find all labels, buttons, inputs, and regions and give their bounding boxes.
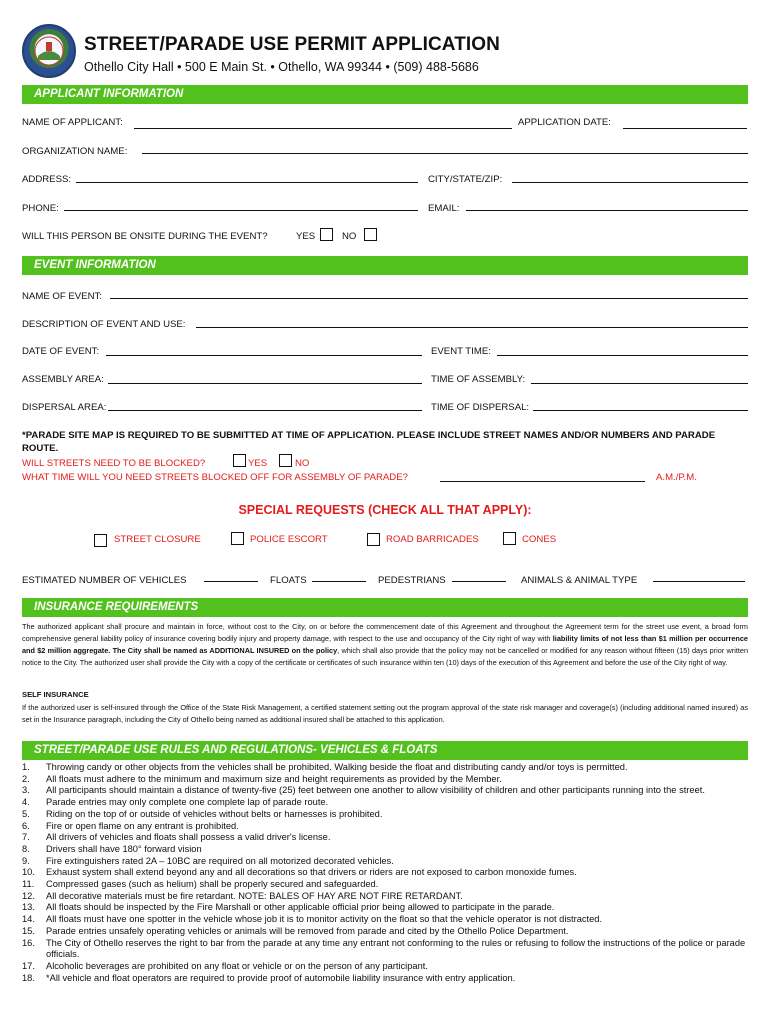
rule-number: 10. — [22, 867, 35, 878]
address-field[interactable] — [76, 182, 418, 183]
city-state-zip-field[interactable] — [512, 182, 748, 183]
onsite-yes-checkbox[interactable] — [320, 228, 333, 241]
event-time-field[interactable] — [497, 355, 748, 356]
rule-item — [22, 762, 752, 774]
rule-number: 9. — [22, 855, 30, 866]
onsite-question: WILL THIS PERSON BE ONSITE DURING THE EVENT? — [22, 231, 268, 242]
rule-item — [22, 844, 752, 856]
special-requests-heading: SPECIAL REQUESTS (CHECK ALL THAT APPLY): — [238, 503, 532, 517]
rule-text: Parade entries may only complete one complete lap of parade route. — [46, 797, 329, 808]
animals-label: ANIMALS & ANIMAL TYPE — [521, 575, 638, 586]
rule-item — [22, 926, 752, 938]
self-insurance-heading: SELF INSURANCE — [22, 690, 89, 699]
rule-text: Parade entries unsafely operating vehicles or animals will be removed from parade and cited by the Othello Police Department. — [46, 925, 569, 936]
rule-item — [22, 867, 752, 879]
insurance-paragraph — [22, 621, 748, 669]
rule-text: Drivers shall have 180° forward vision — [46, 843, 202, 854]
phone-label: PHONE: — [22, 203, 59, 214]
insurance-heading: INSURANCE REQUIREMENTS — [22, 598, 748, 617]
event-time-label: EVENT TIME: — [431, 346, 491, 357]
assembly-area-label: ASSEMBLY AREA: — [22, 374, 104, 385]
event-date-field[interactable] — [106, 355, 422, 356]
onsite-yes-label: YES — [296, 231, 316, 242]
insurance-text-part-1: The authorized applicant shall procure and maintain in force, without cost to the City, on or before the commencement date of this Agreement and throughout the Agreement term for the street use event, a broad form comprehensive general liability policy of insurance covering bodily injury and property damage, with respect to the use and occupancy of the City right of way with — [22, 622, 748, 643]
applicant-info-heading: APPLICANT INFORMATION — [22, 85, 748, 104]
am-pm-label: A.M./P.M. — [656, 472, 697, 483]
street-closure-label: STREET CLOSURE — [114, 534, 201, 545]
event-description-field[interactable] — [196, 327, 748, 328]
rules-heading: STREET/PARADE USE RULES AND REGULATIONS- VEHICLES & FLOATS — [22, 741, 748, 760]
insurance-liability-limits: liability limits of not less than $1 million per occurrence and $2 million aggregate. The City shall be named as ADDITIONAL INSURED on the policy — [22, 634, 748, 655]
city-seal — [22, 24, 76, 78]
self-insurance-text: If the authorized user is self-insured through the Office of the State Risk Management, a certified statement setting out the program approval of the state risk manager and coverage(s) (including additional named insured) as set in the Insurance paragraph, including the City of Othello being named as additional insured shall be attached to this application. — [22, 703, 748, 724]
rule-text: All floats must adhere to the minimum and maximum size and height requirements as provided by the Member. — [46, 773, 502, 784]
rule-item — [22, 785, 752, 797]
rule-number: 13. — [22, 902, 35, 913]
email-field[interactable] — [466, 210, 748, 211]
rule-number: 14. — [22, 914, 35, 925]
rule-item — [22, 961, 752, 973]
organization-name-label: ORGANIZATION NAME: — [22, 146, 128, 157]
rule-number: 6. — [22, 820, 30, 831]
rule-item — [22, 797, 752, 809]
streets-blocked-yes-checkbox[interactable] — [233, 454, 246, 467]
site-map-notice: *PARADE SITE MAP IS REQUIRED TO BE SUBMITTED AT TIME OF APPLICATION. PLEASE INCLUDE STREET NAMES AND/OR NUMBERS AND PARADE ROUTE. — [22, 430, 716, 454]
assembly-time-label: TIME OF ASSEMBLY: — [431, 374, 526, 385]
rule-text: Alcoholic beverages are prohibited on any float or vehicle or on the person of any participant. — [46, 960, 428, 971]
rule-number: 1. — [22, 762, 30, 772]
vehicles-count-label: ESTIMATED NUMBER OF VEHICLES — [22, 575, 187, 586]
event-name-field[interactable] — [110, 298, 748, 299]
rule-text: All floats should be inspected by the Fire Marshall or other applicable official prior being allowed to participate in the parade. — [46, 902, 555, 913]
rule-number: 12. — [22, 890, 35, 901]
rule-number: 4. — [22, 797, 30, 808]
applicant-name-label: NAME OF APPLICANT: — [22, 117, 123, 128]
street-closure-checkbox[interactable] — [94, 534, 107, 547]
assembly-time-field[interactable] — [531, 383, 748, 384]
road-barricades-label: ROAD BARRICADES — [386, 534, 479, 545]
rule-text: Throwing candy or other objects from the vehicles shall be prohibited. Walking beside the float and distributing candy and/or toys is permitted. — [46, 762, 628, 772]
animals-field[interactable] — [653, 581, 745, 582]
pedestrians-count-label: PEDESTRIANS — [378, 575, 446, 586]
event-description-label: DESCRIPTION OF EVENT AND USE: — [22, 319, 186, 330]
rule-text: The City of Othello reserves the right to bar from the parade at any time any entrant not conforming to the rules or refusing to follow the instructions of the police or parade officials. — [46, 937, 746, 960]
rule-text: Compressed gases (such as helium) shall be properly secured and safeguarded. — [46, 879, 379, 890]
rule-number: 11. — [22, 879, 35, 890]
road-barricades-checkbox[interactable] — [367, 533, 380, 546]
blocked-time-field[interactable] — [440, 481, 645, 482]
streets-blocked-no-label: NO — [295, 458, 310, 469]
rule-item — [22, 774, 752, 786]
floats-count-label: FLOATS — [270, 575, 307, 586]
assembly-area-field[interactable] — [108, 383, 422, 384]
rule-item — [22, 832, 752, 844]
rule-number: 3. — [22, 785, 30, 796]
rule-text: All drivers of vehicles and floats shall possess a valid driver's license. — [46, 832, 331, 843]
onsite-no-checkbox[interactable] — [364, 228, 377, 241]
application-date-label: APPLICATION DATE: — [518, 117, 611, 128]
streets-blocked-no-checkbox[interactable] — [279, 454, 292, 467]
rule-text: All decorative materials must be fire retardant. NOTE: BALES OF HAY ARE NOT FIRE RETARDANT. — [46, 890, 463, 901]
cones-label: CONES — [522, 534, 557, 545]
rule-text: Riding on the top of or outside of vehicles without belts or harnesses is prohibited. — [46, 808, 383, 819]
email-label: EMAIL: — [428, 203, 460, 214]
rule-number: 17. — [22, 960, 35, 971]
onsite-no-label: NO — [342, 231, 357, 242]
streets-blocked-yes-label: YES — [248, 458, 268, 469]
form-title: STREET/PARADE USE PERMIT APPLICATION — [84, 34, 500, 55]
vehicles-count-field[interactable] — [204, 581, 258, 582]
event-name-label: NAME OF EVENT: — [22, 291, 102, 302]
police-escort-label: POLICE ESCORT — [250, 534, 328, 545]
applicant-name-field[interactable] — [134, 128, 512, 129]
rule-number: 18. — [22, 972, 35, 983]
rule-item — [22, 856, 752, 868]
rule-number: 8. — [22, 843, 30, 854]
police-escort-checkbox[interactable] — [231, 532, 244, 545]
rule-item — [22, 902, 752, 914]
rule-item — [22, 809, 752, 821]
organization-name-field[interactable] — [142, 153, 748, 154]
city-hall-contact: Othello City Hall • 500 E Main St. • Othello, WA 99344 • (509) 488-5686 — [84, 60, 479, 74]
rule-item — [22, 914, 752, 926]
cones-checkbox[interactable] — [503, 532, 516, 545]
rule-number: 2. — [22, 773, 30, 784]
application-date-field[interactable] — [623, 128, 747, 129]
dispersal-time-field[interactable] — [533, 410, 748, 411]
rule-item — [22, 973, 752, 985]
pedestrians-count-field[interactable] — [452, 581, 506, 582]
rule-item — [22, 879, 752, 891]
dispersal-area-label: DISPERSAL AREA: — [22, 402, 107, 413]
event-date-label: DATE OF EVENT: — [22, 346, 100, 357]
city-state-zip-label: CITY/STATE/ZIP: — [428, 174, 503, 185]
insurance-text-part-2: , which shall also provide that the policy may not be cancelled or modified for any reason without fifteen (15) days prior written notice to the City. The authorized user shall provide the City with a copy of the certificate or certificates of such insurance within ten (10) days of the execution of this Agreement and before the use of the City right of way. — [22, 646, 749, 667]
rule-item — [22, 938, 752, 961]
rule-text: All participants should maintain a distance of twenty-five (25) feet between one another to allow visibility of children and other participants running into the street. — [46, 785, 705, 796]
rule-number: 5. — [22, 808, 30, 819]
rule-text: All floats must have one spotter in the vehicle whose job it is to monitor activity on the float so that the vehicle operator is not distracted. — [46, 914, 603, 925]
rule-number: 15. — [22, 925, 35, 936]
rule-text: Fire extinguishers rated 2A – 10BC are required on all motorized decorated vehicles. — [46, 855, 394, 866]
streets-blocked-question: WILL STREETS NEED TO BE BLOCKED? — [22, 458, 206, 469]
rule-item — [22, 891, 752, 903]
rule-number: 7. — [22, 832, 30, 843]
event-info-heading: EVENT INFORMATION — [22, 256, 748, 275]
rule-item — [22, 821, 752, 833]
phone-field[interactable] — [64, 210, 418, 211]
rule-text: Fire or open flame on any entrant is prohibited. — [46, 820, 239, 831]
blocked-time-question: WHAT TIME WILL YOU NEED STREETS BLOCKED OFF FOR ASSEMBLY OF PARADE? — [22, 472, 408, 483]
rule-number: 16. — [22, 937, 35, 948]
dispersal-time-label: TIME OF DISPERSAL: — [431, 402, 530, 413]
rule-text: *All vehicle and float operators are required to provide proof of automobile liability insurance with entry application. — [46, 972, 516, 983]
floats-count-field[interactable] — [312, 581, 366, 582]
rule-text: Exhaust system shall extend beyond any and all decorations so that drivers or riders are not exposed to carbon monoxide fumes. — [46, 867, 577, 878]
dispersal-area-field[interactable] — [108, 410, 422, 411]
rules-list — [22, 762, 752, 984]
address-label: ADDRESS: — [22, 174, 72, 185]
